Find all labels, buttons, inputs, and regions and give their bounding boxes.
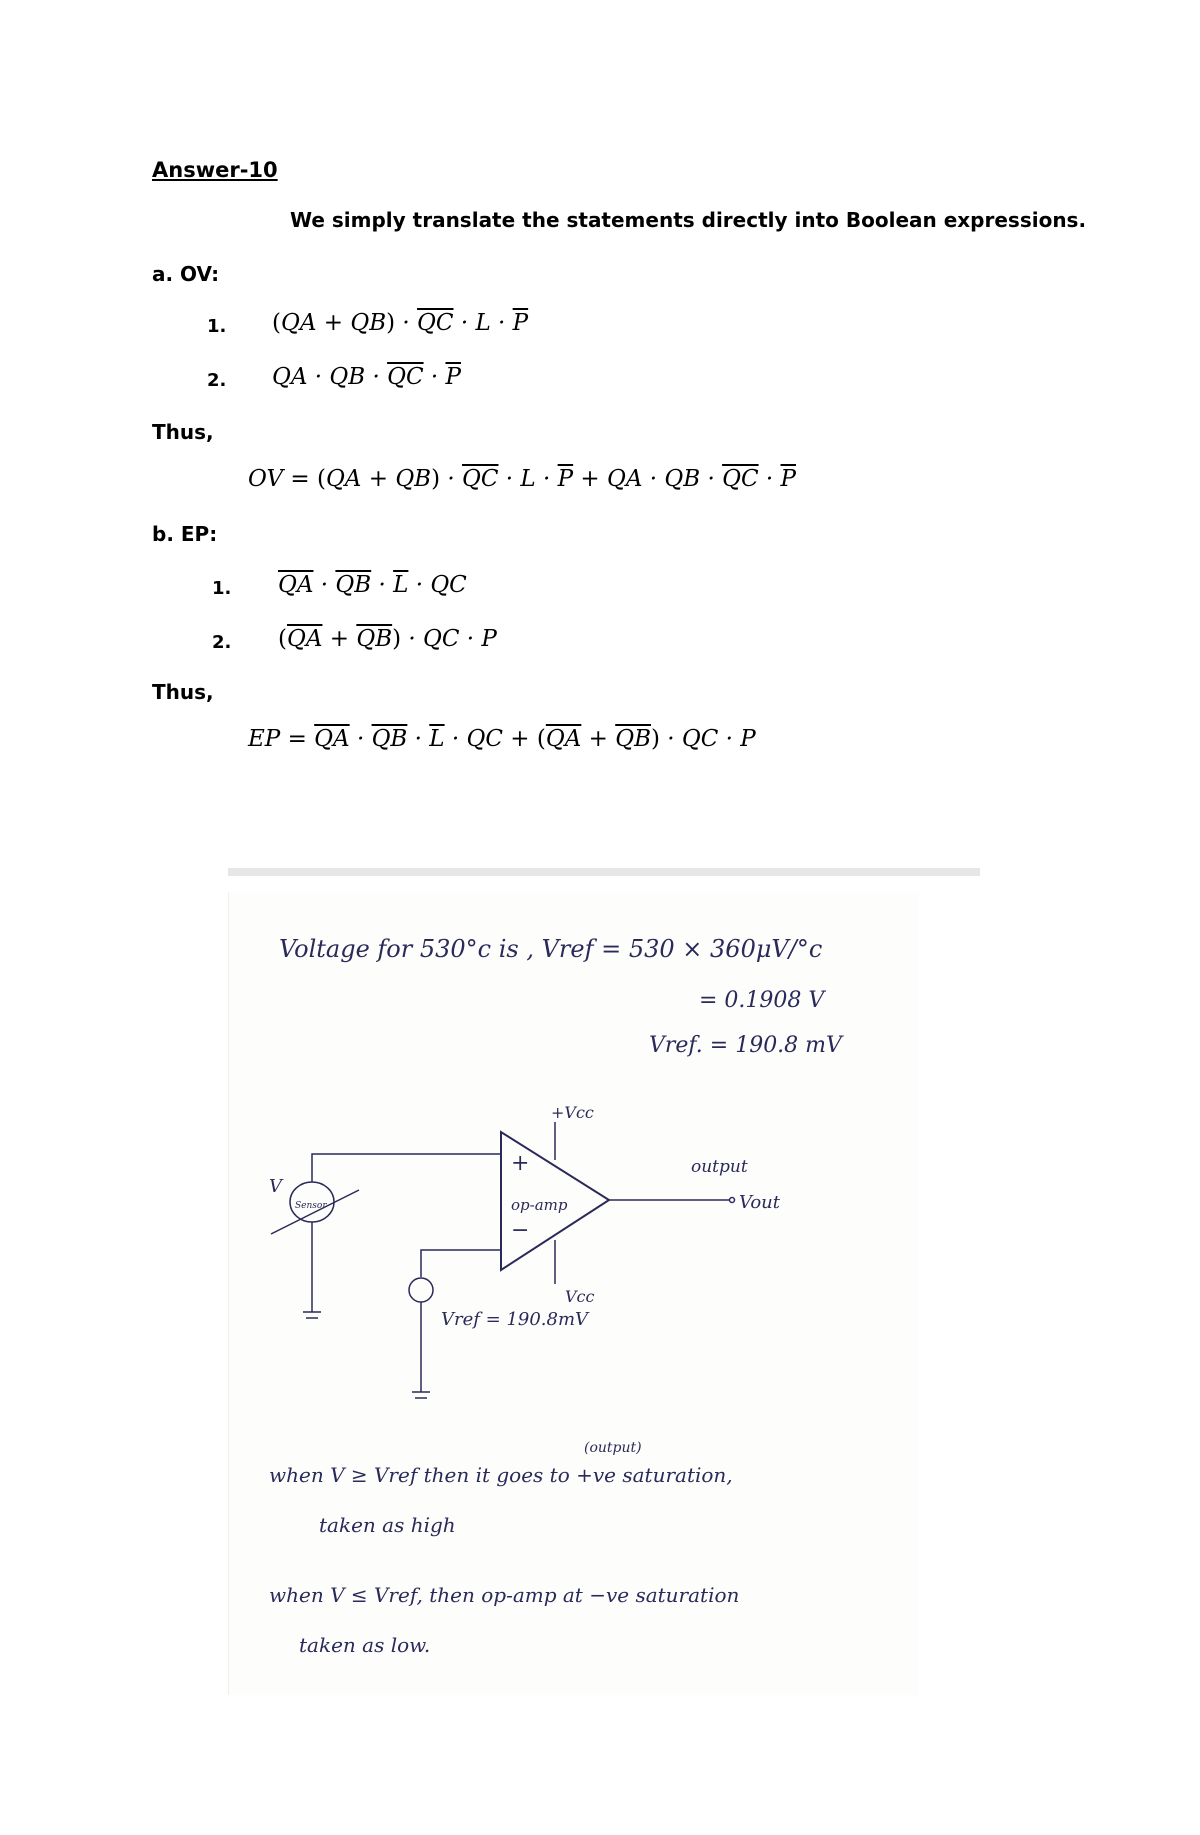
note-1-line-1: when V ≥ Vref then it goes to +ve saturation, <box>269 1463 733 1487</box>
section-b-item-1-expression: $\overline{QA} \cdot \overline{QB} \cdot \overline{L}$ · QC <box>278 572 467 598</box>
note-2-line-2: taken as low. <box>299 1633 431 1657</box>
note-1-annotation: (output) <box>584 1440 642 1456</box>
vref-source-symbol <box>409 1278 433 1302</box>
page-heading: Answer-10 <box>152 158 278 182</box>
handwritten-scan <box>228 892 919 1695</box>
vref-source-label: Vref = 190.8mV <box>441 1309 589 1330</box>
voltage-calc-line-3: Vref. = 190.8 mV <box>649 1033 842 1058</box>
section-a-item-2-expression: QA · QB · $\overline{QC} \cdot \overline{P}$ <box>272 364 461 390</box>
section-a-thus: Thus, <box>152 420 214 444</box>
section-divider <box>228 868 980 876</box>
section-a-item-1-number: 1. <box>207 316 227 337</box>
sensor-arrow-line <box>271 1190 359 1234</box>
vout-label: Vout <box>739 1192 781 1213</box>
output-label: output <box>691 1157 748 1177</box>
opamp-label: op-amp <box>511 1196 568 1214</box>
inverting-input-wire <box>421 1250 501 1277</box>
section-b-item-1-number: 1. <box>212 578 232 599</box>
voltage-calc-line-2: = 0.1908 V <box>699 988 825 1013</box>
output-terminal <box>730 1198 735 1203</box>
intro-text: We simply translate the statements directly into Boolean expressions. <box>290 208 1087 232</box>
section-b-label: b. EP: <box>152 522 218 546</box>
vcc-bottom-label: Vcc <box>565 1287 595 1306</box>
v-input-label: V <box>269 1176 282 1197</box>
section-a-label: a. OV: <box>152 262 220 286</box>
sensor-label: Sensor <box>295 1201 327 1211</box>
section-b-item-2-number: 2. <box>212 632 232 653</box>
section-a-result: OV = $(QA + QB) \cdot \overline{QC} \cdot L \cdot \overline{P}$ + QA · QB · $\overline{QC} \cdot \overline{P}$ <box>248 466 796 492</box>
note-1-line-2: taken as high <box>319 1513 456 1537</box>
section-b-result: EP = $\overline{QA} \cdot \overline{QB} \cdot \overline{L}$ · QC + $(\overline{QA} + \overline{QB})$ · QC · P <box>248 726 756 752</box>
section-a-item-2-number: 2. <box>207 370 227 391</box>
section-a-item-1-expression: $(QA + QB) \cdot \overline{QC} \cdot L \cdot \overline{P}$ <box>272 310 529 336</box>
voltage-calc-line-1: Voltage for 530°c is , Vref = 530 × 360μV/°c <box>279 935 823 963</box>
note-2-line-1: when V ≤ Vref, then op-amp at −ve saturation <box>269 1583 740 1607</box>
opamp-plus-sign: + <box>511 1151 530 1176</box>
section-b-item-2-expression: $(\overline{QA} + \overline{QB})$ · QC · P <box>278 626 497 652</box>
noninverting-input-wire <box>312 1154 501 1182</box>
opamp-minus-sign: − <box>511 1218 530 1243</box>
section-b-thus: Thus, <box>152 680 214 704</box>
handwritten-circuit-svg <box>229 892 919 1695</box>
vcc-top-label: +Vcc <box>551 1103 594 1122</box>
